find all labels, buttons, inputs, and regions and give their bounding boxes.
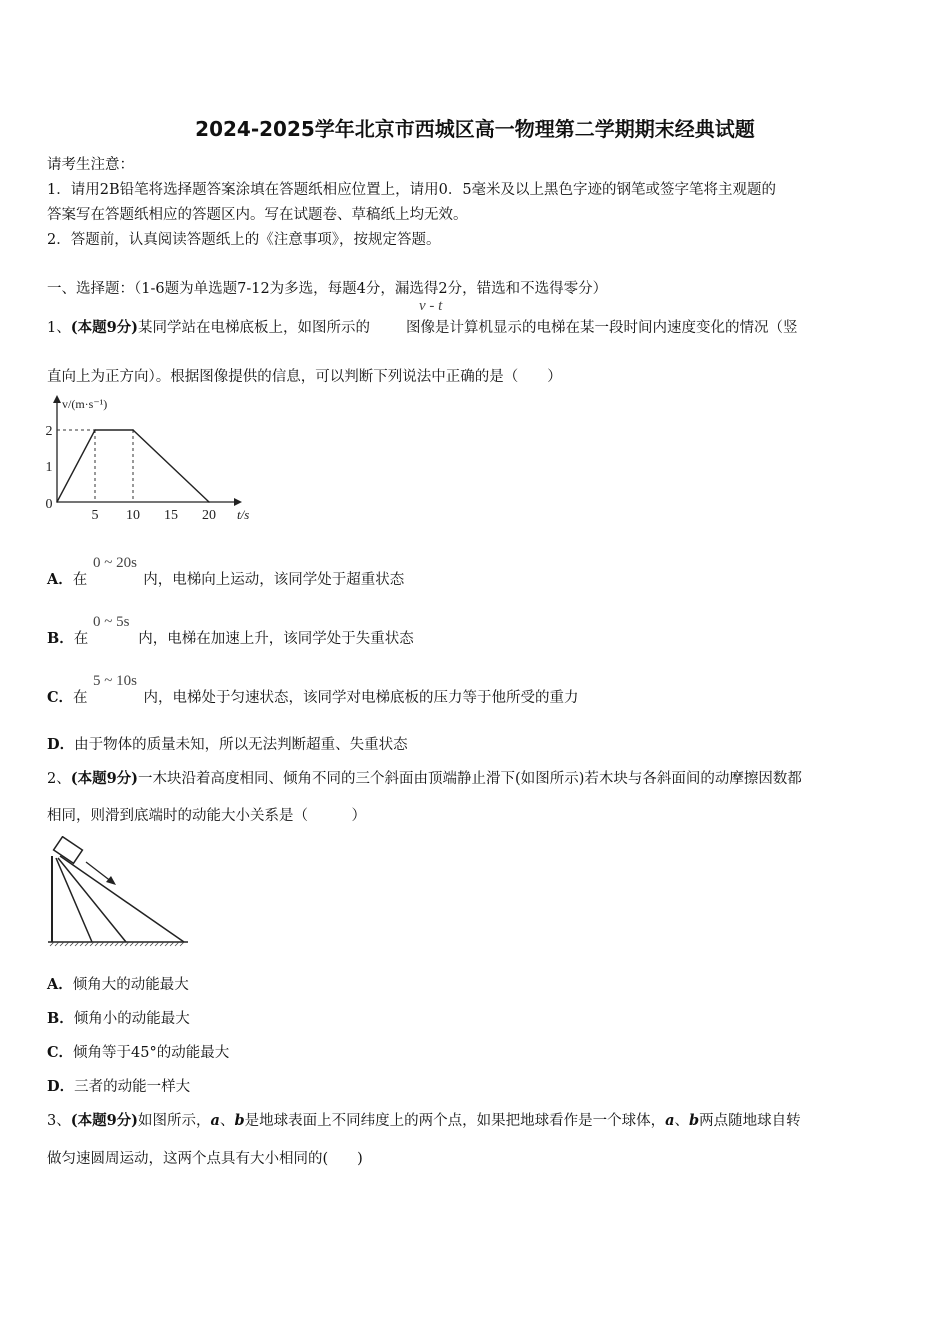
- q2-option-c-text: 倾角等于45°的动能最大: [73, 1045, 230, 1061]
- notice-line-2: 2．答题前，认真阅读答题纸上的《注意事项》，按规定答题。: [47, 232, 441, 248]
- q1-option-b-label: B．: [47, 630, 74, 647]
- notice-line-1a: 1．请用2B铅笔将选择题答案涂填在答题纸相应位置上，请用0．5毫米及以上黑色字迹的钢笔或签字笔将主观题的: [47, 182, 777, 198]
- q2-option-b-label: B．: [47, 1010, 74, 1027]
- incline-medium: [58, 858, 126, 942]
- motion-arrow-shaft: [86, 862, 112, 882]
- q1-vt-formula: v - t: [419, 298, 443, 314]
- data-point-1: [94, 429, 96, 431]
- notice-heading: 请考生注意：: [47, 157, 134, 173]
- page-title: 2024-2025学年北京市西城区高一物理第二学期期末经典试题: [195, 117, 755, 141]
- q1-stem-line-2: 直向上为正方向）。根据图像提供的信息，可以判断下列说法中正确的是（ ）: [47, 369, 562, 385]
- incline-shallow: [60, 856, 184, 942]
- q2-option-a-label: A．: [47, 976, 73, 993]
- notice-line-1b: 答案写在答题纸相应的答题区内。写在试题卷、草稿纸上均无效。: [47, 207, 468, 223]
- q2-option-c-label: C．: [47, 1044, 74, 1061]
- x-tick-label-5: 5: [91, 508, 99, 523]
- q3-stem-line-2: 做匀速圆周运动，这两个点具有大小相同的( ): [47, 1151, 363, 1167]
- q2-option-d-text: 三者的动能一样大: [74, 1079, 191, 1095]
- q1-stem-line-1: [47, 316, 798, 337]
- wooden-block: [54, 837, 83, 864]
- incline-diagram: [44, 836, 194, 951]
- vt-chart: [40, 390, 255, 530]
- q3-point-b-2: b: [689, 1112, 700, 1129]
- q1-stem-b: 图像是计算机显示的电梯在某一段时间内速度变化的情况（竖: [406, 320, 798, 336]
- motion-arrow-head: [106, 876, 116, 885]
- q1-option-c-text: 内，电梯处于匀速状态，该同学对电梯底板的压力等于他所受的重力: [143, 690, 579, 706]
- section-heading: 一、选择题：（1-6题为单选题7-12为多选，每题4分，漏选得2分，错选和不选得零分）: [47, 281, 608, 297]
- q3-number: 3、: [47, 1113, 71, 1129]
- y-tick-label-1: 1: [45, 460, 53, 475]
- x-tick-label-15: 15: [164, 508, 178, 523]
- q2-stem-line-2: 相同，则滑到底端时的动能大小关系是（ ）: [47, 808, 366, 824]
- y-tick-label-2: 2: [45, 424, 53, 439]
- q3-stem-a2: 是地球表面上不同纬度上的两个点，如果把地球看作是一个球体，: [244, 1113, 666, 1129]
- q3-score: (本题9分): [70, 1112, 139, 1129]
- q1-option-a-label: A．: [47, 571, 73, 588]
- q2-option-b-text: 倾角小的动能最大: [73, 1011, 190, 1027]
- q3-point-a-2: a: [665, 1112, 675, 1129]
- q1-option-c-label: C．: [47, 689, 74, 706]
- q1-option-d-label: D．: [47, 736, 75, 753]
- q1-option-d-text: 由于物体的质量未知，所以无法判断超重、失重状态: [74, 737, 408, 753]
- q2-score: (本题9分): [70, 770, 139, 787]
- q3-stem-line-1: [47, 1109, 801, 1130]
- q2-stem-line-1: [47, 767, 802, 788]
- data-point-3: [208, 501, 210, 503]
- q1-option-a-pre: 在: [72, 572, 88, 588]
- q2-option-b: [47, 1007, 190, 1028]
- data-point-0: [56, 501, 58, 503]
- q1-option-b-math: 0 ~ 5s: [93, 614, 130, 630]
- q1-option-c-pre: 在: [73, 690, 88, 706]
- q3-sep-2: 、: [674, 1113, 689, 1129]
- q1-option-a-text: 内，电梯向上运动，该同学处于超重状态: [143, 572, 405, 588]
- q3-stem-a1: 如图所示，: [138, 1113, 211, 1129]
- origin-label: 0: [45, 497, 53, 512]
- q2-number: 2、: [47, 771, 71, 787]
- q2-option-d-label: D．: [47, 1078, 75, 1095]
- q2-option-d: [47, 1075, 190, 1096]
- q1-option-a-math: 0 ~ 20s: [93, 555, 137, 571]
- x-axis-label: t/s: [237, 507, 250, 522]
- q3-point-b: b: [234, 1112, 245, 1129]
- incline-steep: [56, 858, 92, 942]
- q2-option-a: [47, 973, 189, 994]
- data-point-2: [132, 429, 134, 431]
- q3-stem-a3: 两点随地球自转: [699, 1113, 801, 1129]
- q1-score: (本题9分): [70, 319, 139, 336]
- q1-stem-a: 某同学站在电梯底板上，如图所示的: [138, 320, 371, 336]
- q3-sep-1: 、: [219, 1113, 235, 1129]
- q1-option-b-text: 内，电梯在加速上升，该同学处于失重状态: [138, 631, 414, 647]
- q1-option-b-pre: 在: [73, 631, 89, 647]
- x-axis-arrow: [234, 498, 242, 506]
- y-axis-arrow: [53, 395, 61, 403]
- q3-point-a: a: [210, 1112, 220, 1129]
- q1-option-c-math: 5 ~ 10s: [93, 673, 137, 689]
- x-tick-label-20: 20: [202, 508, 216, 523]
- q2-option-c: [47, 1041, 229, 1062]
- y-axis-label: v/(m·s⁻¹): [62, 397, 108, 411]
- q2-stem-a: 一木块沿着高度相同、倾角不同的三个斜面由顶端静止滑下(如图所示)若木块与各斜面间的动摩擦因数都: [138, 771, 802, 787]
- x-tick-label-10: 10: [126, 508, 140, 523]
- q1-option-d: [47, 733, 408, 754]
- q2-option-a-text: 倾角大的动能最大: [72, 977, 189, 993]
- q1-number: 1、: [47, 320, 71, 336]
